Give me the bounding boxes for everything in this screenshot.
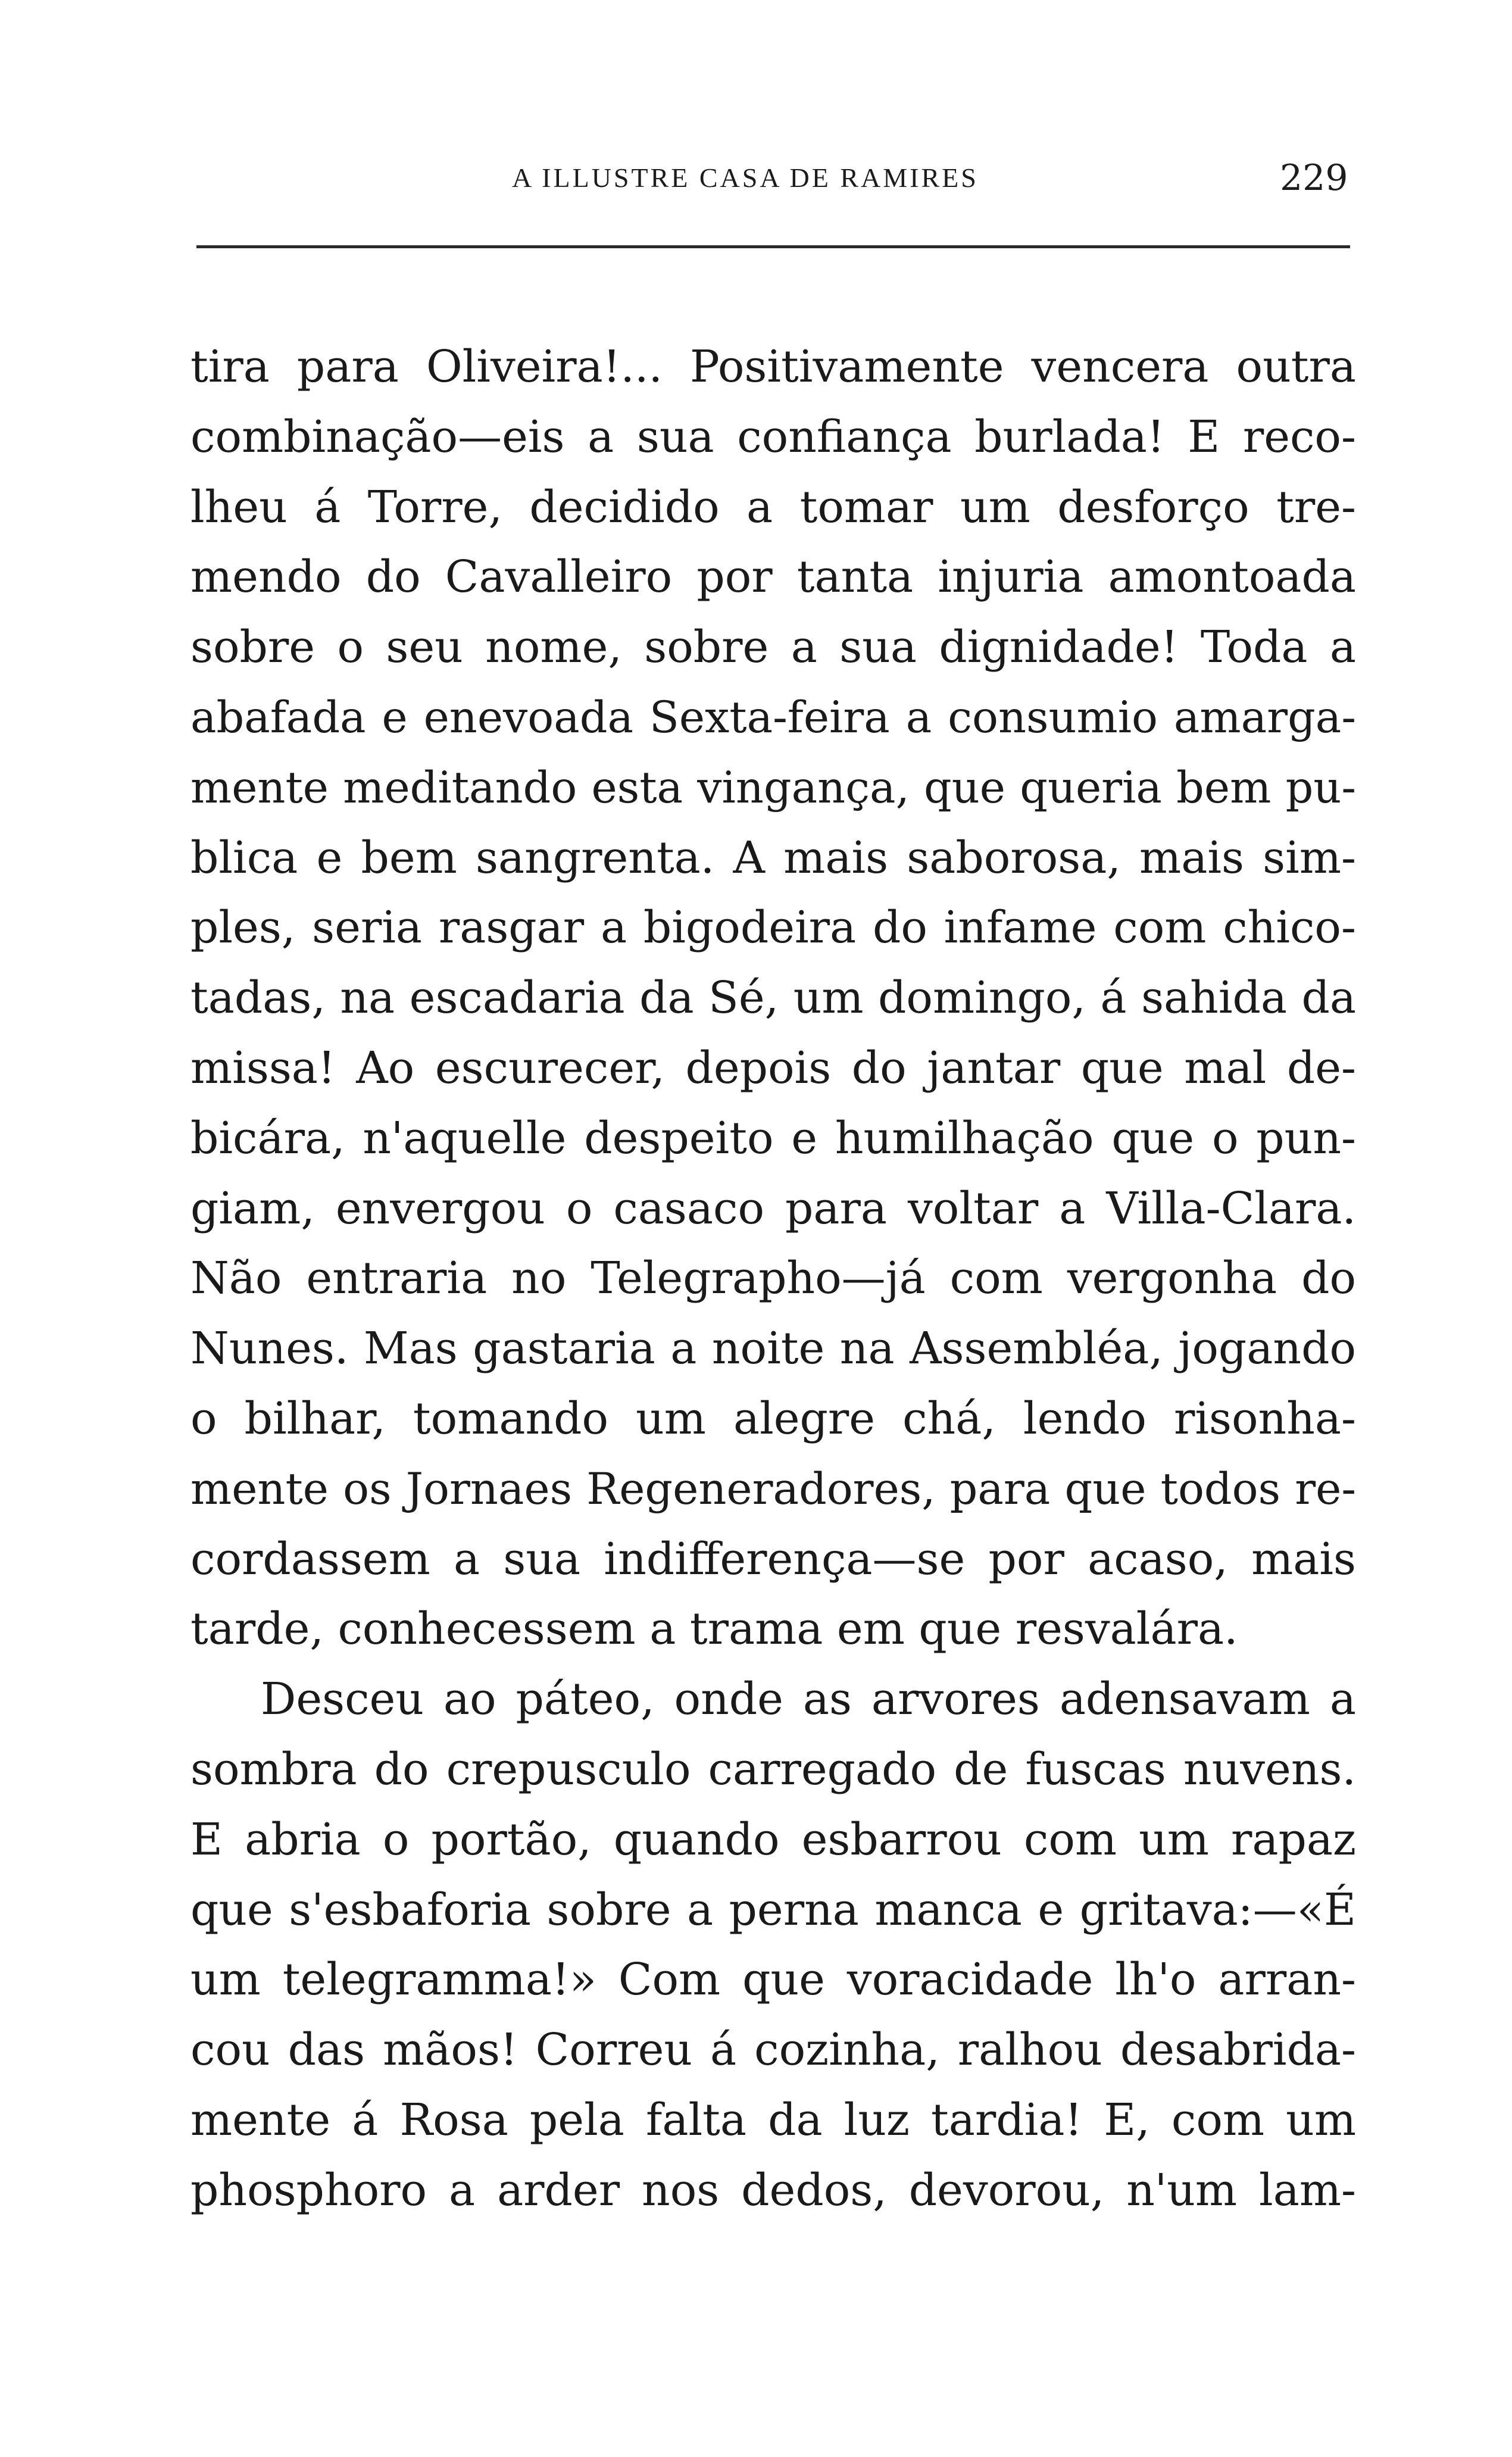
text-line: missa! Ao escurecer, depois do jantar que mal de- [190,1042,1356,1094]
text-line: sobre o seu nome, sobre a sua dignidade! Toda a [190,622,1356,673]
header-rule [196,245,1350,248]
text-line: ples, seria rasgar a bigodeira do infame com chico- [190,902,1356,954]
body-text [190,332,1356,2226]
text-line: mente á Rosa pela falta da luz tardia! E, com um [190,2094,1356,2146]
text-line: tarde, conhecessem a trama em que resvalára. [190,1603,1238,1655]
text-line: que s'esbaforia sobre a perna manca e gritava:—«É [190,1884,1356,1935]
text-line: um telegramma!» Com que voracidade lh'o arran- [190,1954,1356,2006]
text-line: bicára, n'aquelle despeito e humilhação que o pun- [190,1112,1356,1164]
text-line: E abria o portão, quando esbarrou com um rapaz [190,1813,1356,1865]
text-line: mente os Jornaes Regeneradores, para que todos re- [190,1463,1356,1515]
text-line: mendo do Cavalleiro por tanta injuria amontoada [190,551,1356,603]
text-line: tira para Oliveira!... Positivamente vencera outra [190,341,1356,392]
text-line: cou das mãos! Correu á cozinha, ralhou desabrida- [190,2024,1356,2076]
page-number: 229 [1280,157,1348,199]
text-line: giam, envergou o casaco para voltar a Villa-Clara. [190,1182,1356,1234]
text-line: combinação—eis a sua confiança burlada! E reco- [190,411,1356,463]
text-line: tadas, na escadaria da Sé, um domingo, á sahida da [190,972,1356,1024]
text-line: abafada e enevoada Sexta-feira a consumio amarga- [190,692,1356,743]
text-line: cordassem a sua indifferença—se por acaso, mais [190,1533,1356,1585]
text-line: Desceu ao páteo, onde as arvores adensavam a [261,1674,1356,1725]
text-line: Não entraria no Telegrapho—já com vergonha do [190,1253,1356,1304]
text-line: Nunes. Mas gastaria a noite na Assembléa, jogando [190,1323,1356,1375]
text-line: o bilhar, tomando um alegre chá, lendo risonha- [190,1393,1356,1444]
text-line: mente meditando esta vingança, que queria bem pu- [190,762,1356,813]
text-line: phosphoro a arder nos dedos, devorou, n'um lam- [190,2164,1356,2216]
text-line: lheu á Torre, decidido a tomar um desforço tre- [190,481,1356,533]
text-line: blica e bem sangrenta. A mais saborosa, mais sim- [190,832,1356,883]
running-title: A ILLUSTRE CASA DE RAMIRES [512,163,979,193]
text-line: sombra do crepusculo carregado de fuscas nuvens. [190,1743,1356,1795]
